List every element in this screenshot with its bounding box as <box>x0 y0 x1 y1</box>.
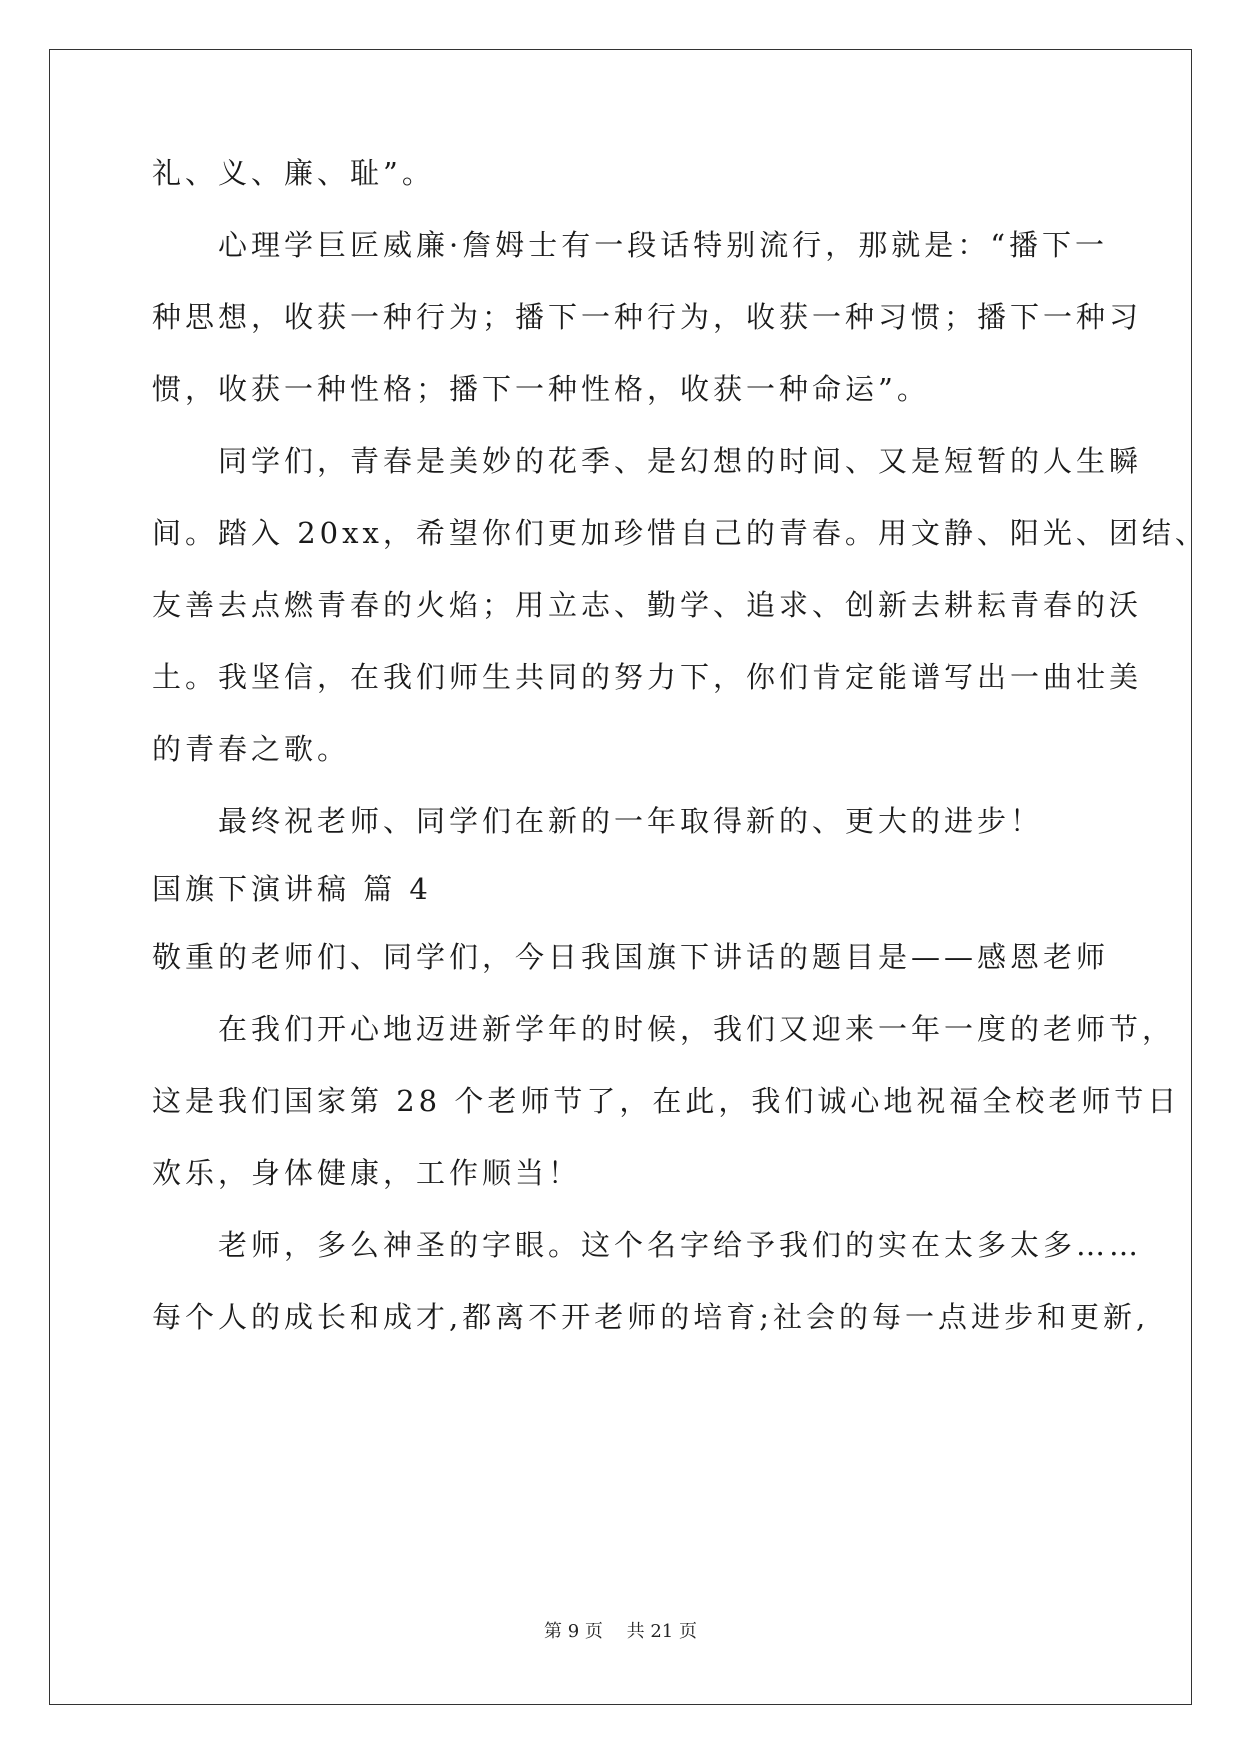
text-line: 友善去点燃青春的火焰；用立志、勤学、追求、创新去耕耘青春的沃 <box>152 588 1143 622</box>
text-line: 每个人的成长和成才,都离不开老师的培育;社会的每一点进步和更新, <box>152 1300 1150 1334</box>
text-line: 欢乐，身体健康，工作顺当！ <box>152 1156 582 1190</box>
text-line: 老师，多么神圣的字眼。这个名字给予我们的实在太多太多…… <box>152 1228 1143 1262</box>
text-line: 惯，收获一种性格；播下一种性格，收获一种命运”。 <box>152 372 930 406</box>
text-line: 这是我们国家第 28 个老师节了，在此，我们诚心地祝福全校老师节日 <box>152 1084 1181 1118</box>
text-line: 礼、义、廉、耻”。 <box>152 156 435 190</box>
text-line: 心理学巨匠威廉·詹姆士有一段话特别流行，那就是：“播下一 <box>152 228 1109 262</box>
text-line: 在我们开心地迈进新学年的时候，我们又迎来一年一度的老师节， <box>152 1012 1176 1046</box>
text-line: 的青春之歌。 <box>152 732 351 766</box>
text-line: 土。我坚信，在我们师生共同的努力下，你们肯定能谱写出一曲壮美 <box>152 660 1143 694</box>
page-number-footer: 第 9 页 共 21 页 <box>544 1621 697 1642</box>
text-line: 种思想，收获一种行为；播下一种行为，收获一种习惯；播下一种习 <box>152 300 1143 334</box>
text-line: 最终祝老师、同学们在新的一年取得新的、更大的进步！ <box>152 804 1044 838</box>
text-line: 同学们，青春是美妙的花季、是幻想的时间、又是短暂的人生瞬 <box>152 444 1143 478</box>
text-line: 敬重的老师们、同学们，今日我国旗下讲话的题目是——感恩老师 <box>152 940 1110 974</box>
section-heading: 国旗下演讲稿 篇 4 <box>152 872 432 906</box>
text-line: 间。踏入 20xx，希望你们更加珍惜自己的青春。用文静、阳光、团结、 <box>152 516 1208 550</box>
